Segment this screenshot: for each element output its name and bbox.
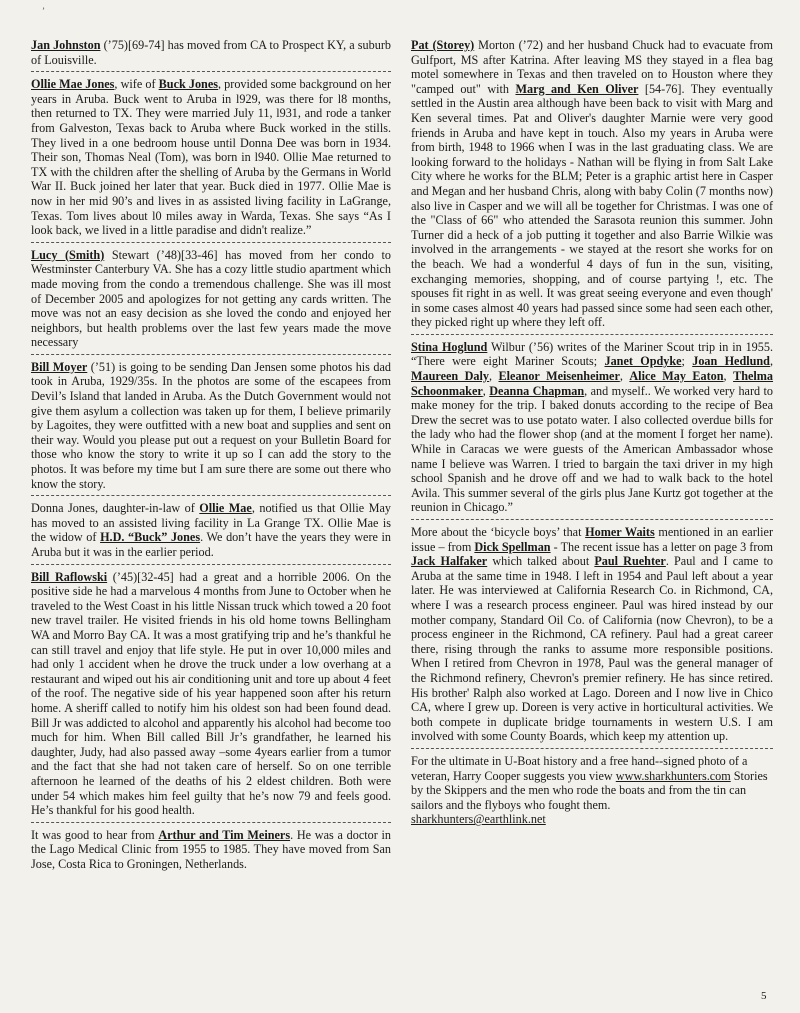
entry-text: . Paul and I came to Aruba at the same time in 1948. I left in 1954 and Paul left about a year later. He was interviewed at California Research Co. in Richmond, CA, where I was a research process engineer. Paul was hired instead by our mother company, Standard Oil Co. of California (now Chevron), to be a process engineer in the Richmond, CA refinery. Paul had a great career there, rising through the ranks to assume more responsible positions. When I retired from Chevron in 1978, Paul was the general manager of the Richmond refinery, Chevron's premier refinery. He has since retired. His brother' Ralph also worked at Lago. Doreen and I now live in Chico CA, where I grew up. Doreen is very active in horticultural activities. We both compete in duplicate bridge tournaments in western U.S. I am involved with some County Boards, which keep my attention up.	[411, 554, 774, 744]
person-name: Stina Hoglund	[411, 339, 488, 354]
entry-sharkhunters	[411, 754, 773, 827]
person-name: Ollie Mae	[199, 501, 252, 516]
entry-stina-hoglund: Stina Hoglund Wilbur (’56) writes of the Mariner Scout trip in in 1955. “There were eight Mariner Scouts; Janet Opdyke; Joan Hedlund, Maureen Daly, Eleanor Meisenheimer, Alice May Eaton, Thelma Schoonmaker, Deanna Chapman, and myself.. We worked very hard to make money for the trip. I baked donuts according to the recipe of Bea Drew the secret was to use potato water. I also collected overdue bills for the lady who had the flower shop (and at the moment I forget her name). While in Caracas we were guests of the American Ambassador whose name I believe was Warren. I tried to bargain the taxi driver in my high school Spanish and he drove off and we had to walk back to the hotel Avila. This summer several of the girls plus Jane Kurtz got together at the reunion in Chicago.”	[411, 339, 774, 515]
person-name: Dick Spellman	[474, 539, 551, 554]
person-name: Buck Jones	[158, 77, 218, 92]
email-link[interactable]: sharkhunters@earthlink.net	[411, 812, 546, 827]
entry-lucy-smith	[31, 248, 391, 350]
person-name: Thelma Schoonmaker	[411, 369, 774, 398]
person-name: Paul Ruehter	[594, 554, 666, 569]
divider	[31, 564, 391, 565]
entry-bill-moyer	[31, 360, 391, 491]
entry-ollie-mae-jones	[31, 77, 391, 238]
entry-arthur-tim-meiners	[31, 828, 391, 872]
divider	[411, 334, 773, 335]
entry-text: , wife of	[114, 77, 159, 92]
website-link[interactable]: www.sharkhunters.com	[615, 768, 731, 783]
person-name: Deanna Chapman	[489, 383, 585, 398]
divider	[31, 354, 391, 355]
right-column	[411, 38, 773, 830]
person-name: Jan Johnston	[31, 38, 101, 52]
entry-text: , and myself.. We worked very hard to make money for the trip. I baked donuts according to the recipe of Bea Drew the secret was to use potato water. I also collected overdue bills for the lady who had the flower shop (and at the moment I forget her name). While in Caracas we were guests of the American Ambassador whose name I believe was Warren. I tried to bargain the taxi driver in my high school Spanish and he drove off and we had to walk back to the hotel Avila. This summer several of the girls plus Jane Kurtz got together at the reunion in Chicago.”	[411, 383, 774, 515]
entry-donna-jones	[31, 501, 391, 559]
page-number: 5	[761, 990, 767, 1002]
entry-text: For the ultimate in U-Boat history and a free hand--signed photo of a veteran, Harry Cooper suggests you view	[411, 753, 748, 783]
entry-text: Morton (’72) and her husband Chuck had to evacuate from Gulfport, MS after Katrina. After leaving MS they stayed in a flea bag motel somewhere in Texas and then traveled on to Houston where they "camped out" with	[411, 38, 773, 96]
person-name: Marg and Ken Oliver	[515, 81, 639, 96]
entry-text: (’45)[32-45] had a great and a horrible 2006. On the positive side he had a marvelous 4 months from June to October when he traveled to the West Coast in his little Nissan truck which towed a 20 foot new travel trailer. He visited friends in his old home towns Bellingham WA and Morro Bay CA. It was a most gratifying trip and he’s thankful he can still travel and enjoy that life style. He put in over 10,000 miles and had only 1 accident when he drove the truck under a low overhang at a restaurant and wiped out his air conditioning unit and tore up about 4 feet of the roof. The negative side of his year happened soon after his return home. A sheriff called to notify him his oldest son had been found dead. Bill Jr was addicted to alcohol and apparently his alcohol had become too much for him. When Bill called Bill Jr’s grandfather, he learned his daughter, Judy, had also passed away –some 4years earlier from a tumor and the fact that she had not taken care of herself. So on one terrible afternoon he learned of the deaths of his 2 eldest children. Both were under 54 which makes him feel guilty that he’s now 79 and feels good. He’s thankful for his good health.	[31, 569, 391, 818]
entry-text: Stories by the Skippers and the men who rode the boats and from the tin can sailors and the flyboys who fought them.	[411, 768, 768, 812]
entry-jan-johnston	[31, 38, 391, 67]
person-name: Janet Opdyke	[604, 354, 682, 369]
divider	[411, 748, 773, 749]
entry-text: [54-76]. They eventually settled in the Austin area although have been back to visit with Marg and Ken several times. Pat and Oliver's daughter Marnie were very good friends in Aruba and have kept in touch. Also my years in Aruba were from birth, 1948 to 1966 when I was in the last graduating class. We are looking forward to the holidays - Nathan will be flying in from Salt Lake City where he works for the BLM; Peter is a graphic artist here in Casper and Megan and her husband Chris, along with baby Colin (7 months now) also live in Casper and we will all be together for Christmas. I was one of the "Class of 66" who attended the Sarasota reunion this summer. John Turner did a heck of a job putting it together and also Barrie Wilkie was involved in the arrangements - we stayed at the resort she works for on the beach. We had a wonderful 4 days of fun in the sun, visiting, exchanging memories, shopping, and of course partying !, etc. The spouses fit right in as well. It was great seeing everyone and even though' in some cases almost 40 years had passed since some had seen each other, they picked right up where they left off.	[411, 81, 773, 330]
entry-text: Donna Jones, daughter-in-law of	[31, 501, 200, 516]
person-name: Ollie Mae Jones	[31, 77, 115, 92]
entry-pat-storey	[411, 38, 773, 330]
entry-text: (’51) is going to be sending Dan Jensen some photos his dad took in Aruba, 1929/35s. In the photos are some of the escapees from Devil’s Island that landed in Aruba. As the Dutch Government would not give them asylum a collection was taken up for them, I believe primarily by Lagoites, they were outfitted with a new boat and supplies and sent on their way. Would you please put out a request on your Bulletin Board for those who know the story to write it up so I can add the story to the photos. It was before my time but I am sure there are some out there who know the story.	[31, 359, 392, 491]
entry-bill-raflowski	[31, 570, 391, 818]
person-name: Alice May Eaton	[629, 369, 724, 384]
divider	[31, 242, 391, 243]
person-name: Jack Halfaker	[411, 554, 488, 569]
entry-text: , notified us that Ollie May has moved to an assisted living facility in La Grange TX. Ollie Mae is the widow of	[31, 501, 391, 545]
person-name: Bill Raflowski	[31, 569, 108, 584]
person-name: Arthur and Tim Meiners	[158, 827, 291, 842]
person-name: Bill Moyer	[31, 359, 88, 374]
entry-text: (’75)[69-74] has moved from CA to Prospect KY, a suburb of Louisville.	[31, 38, 391, 67]
divider	[411, 519, 773, 520]
entry-text: mentioned in an earlier issue – from	[411, 525, 773, 554]
person-name: Pat (Storey)	[411, 38, 475, 52]
person-name: Eleanor Meisenheimer	[498, 369, 620, 384]
person-name: H.D. “Buck” Jones	[100, 530, 201, 545]
entry-text: It was good to hear from	[31, 827, 159, 842]
entry-text: which talked about	[487, 554, 595, 569]
left-column	[31, 38, 391, 874]
entry-text: - The recent issue has a letter on page 3 from	[550, 539, 773, 554]
divider	[31, 495, 391, 496]
entry-text: . We don’t have the years they were in Aruba but it was in the earlier period.	[31, 530, 392, 559]
entry-text: Wilbur (’56) writes of the Mariner Scout trip in in 1955. “There were eight Mariner Scouts;	[411, 339, 774, 369]
entry-text: . He was a doctor in the Lago Medical Clinic from 1955 to 1985. They have moved from San Jose, Costa Rica to Groningen, Netherlands.	[31, 827, 391, 871]
entry-text: , provided some background on her years in Aruba. Buck went to Aruba in l929, was there for l8 months, then returned to TX. They were married July 11, l931, and rode a tanker from Galveston, Texas back to Aruba where Buck worked in the stills. They lived in a one bedroom house until Donna Dee was born in 1934. Their son, Thomas Neal (Tom), was born in l940. Ollie Mae returned to TX with the children after the shelling of Aruba by the Germans in World War II. Buck joined her later that year. Buck died in 1977. Ollie Mae is now in her mid 90’s and lives in as assisted living facility in LaGrange, Texas. Tom lives about l0 miles away in Warda, Texas. She says “As I look back, we lived in a little paradise and didn't realize.”	[31, 77, 391, 238]
entry-text: More about the ‘bicycle boys’ that	[411, 525, 586, 539]
person-name: Joan Hedlund	[692, 354, 770, 369]
divider	[31, 822, 391, 823]
divider	[31, 71, 391, 72]
entry-text: Stewart (’48)[33-46] has moved from her condo to Westminster Canterbury VA. She has a cozy little studio apartment which made moving from the condo a tremendous challenge. She was ill most of December 2005 and apologizes for not getting any cards written. The move was not an easy decision as she loved the condo and enjoyed her neighbors, but health problems over the last few years made the move necessary	[31, 247, 391, 350]
person-name: Homer Waits	[585, 525, 655, 539]
entry-bicycle-boys	[411, 525, 773, 744]
person-name: Lucy (Smith)	[31, 247, 105, 262]
person-name: Maureen Daly	[411, 369, 490, 384]
corner-mark: ’	[42, 6, 45, 16]
